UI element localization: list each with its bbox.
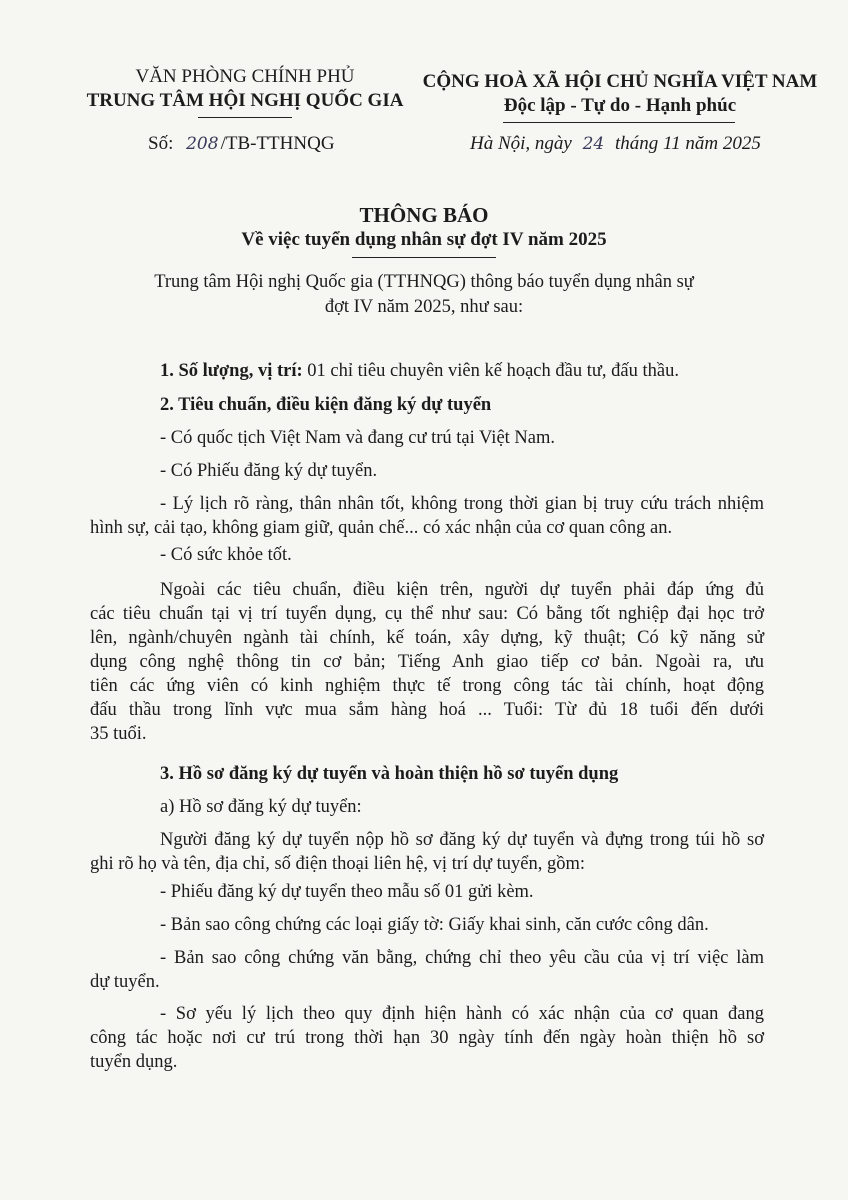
section-2-item-1: - Có quốc tịch Việt Nam và đang cư trú tại Việt Nam. xyxy=(160,428,556,448)
section-1-label: 1. Số lượng, vị trí: xyxy=(160,361,303,381)
date-prefix: Hà Nội, ngày xyxy=(470,133,572,154)
section-2-heading: 2. Tiêu chuẩn, điều kiện đăng ký dự tuyển xyxy=(160,395,492,415)
document-date xyxy=(470,133,761,155)
section-2-para-line-3: lên, ngành/chuyên ngành tài chính, kế toán, xây dựng, kỹ thuật; Có kỹ năng sử xyxy=(90,628,764,648)
agency-name: VĂN PHÒNG CHÍNH PHỦ xyxy=(135,66,355,87)
center-name-underline xyxy=(198,117,292,118)
document-subtitle: Về việc tuyển dụng nhân sự đợt IV năm 2025 xyxy=(241,229,607,250)
section-2-para-line-6: đấu thầu trong lĩnh vực mua sắm hàng hoá ... Tuổi: Từ đủ 18 tuổi đến dưới xyxy=(90,700,764,720)
motto-underline xyxy=(503,122,735,123)
section-1-text: 01 chỉ tiêu chuyên viên kế hoạch đầu tư, đấu thầu. xyxy=(302,361,679,381)
so-label: Số: xyxy=(148,133,174,154)
section-3-item-4-line-2: công tác hoặc nơi cư trú trong thời hạn 30 ngày tính đến ngày hoàn thiện hồ sơ xyxy=(90,1028,764,1048)
motto: Độc lập - Tự do - Hạnh phúc xyxy=(503,95,737,116)
section-3-item-4-line-1: - Sơ yếu lý lịch theo quy định hiện hành có xác nhận của cơ quan đang xyxy=(160,1004,764,1024)
center-name: TRUNG TÂM HỘI NGHỊ QUỐC GIA xyxy=(86,90,404,111)
section-3-heading: 3. Hồ sơ đăng ký dự tuyển và hoàn thiện hồ sơ tuyển dụng xyxy=(160,764,619,784)
section-3-item-1: - Phiếu đăng ký dự tuyển theo mẫu số 01 gửi kèm. xyxy=(160,882,534,902)
section-2-para-line-5: tiên các ứng viên có kinh nghiệm thực tế trong công tác tài chính, hoạt động xyxy=(90,676,764,696)
section-2-item-3-line-1: - Lý lịch rõ ràng, thân nhân tốt, không trong thời gian bị truy cứu trách nhiệm xyxy=(160,494,764,514)
section-2-item-4: - Có sức khỏe tốt. xyxy=(160,545,292,565)
document-title: THÔNG BÁO xyxy=(359,203,489,227)
section-2-item-2: - Có Phiếu đăng ký dự tuyển. xyxy=(160,461,378,481)
document-number xyxy=(148,133,335,155)
section-2-para-line-1: Ngoài các tiêu chuẩn, điều kiện trên, người dự tuyển phải đáp ứng đủ xyxy=(160,580,764,600)
section-2-para-line-7: 35 tuổi. xyxy=(90,724,147,744)
section-3-item-3-line-1: - Bản sao công chứng văn bằng, chứng chỉ theo yêu cầu của vị trí việc làm xyxy=(160,948,764,968)
date-handwritten-day: 24 xyxy=(582,134,605,154)
subtitle-underline xyxy=(352,257,496,258)
section-3-item-2: - Bản sao công chứng các loại giấy tờ: Giấy khai sinh, căn cước công dân. xyxy=(160,915,709,935)
section-3-para-line-2: ghi rõ họ và tên, địa chỉ, số điện thoại liên hệ, vị trí dự tuyển, gồm: xyxy=(90,854,586,874)
intro-line-2: đợt IV năm 2025, như sau: xyxy=(324,297,524,317)
date-suffix: tháng 11 năm 2025 xyxy=(615,133,761,154)
section-2-item-3-line-2: hình sự, cải tạo, không giam giữ, quản chế... có xác nhận của cơ quan công an. xyxy=(90,518,673,538)
section-2-para-line-4: dụng công nghệ thông tin cơ bản; Tiếng Anh giao tiếp cơ bản. Ngoài ra, ưu xyxy=(90,652,764,672)
so-handwritten-number: 208 xyxy=(186,134,219,154)
section-3-para-line-1: Người đăng ký dự tuyển nộp hồ sơ đăng ký dự tuyển và đựng trong túi hồ sơ xyxy=(160,830,764,850)
so-suffix: /TB-TTHNQG xyxy=(220,133,335,154)
section-2-para-line-2: các tiêu chuẩn tại vị trí tuyển dụng, cụ thể như sau: Có bằng tốt nghiệp đại học trở xyxy=(90,604,764,624)
nation-name: CỘNG HOÀ XÃ HỘI CHỦ NGHĨA VIỆT NAM xyxy=(422,71,818,92)
section-3-item-4-line-3: tuyển dụng. xyxy=(90,1052,178,1072)
section-3-sub-a: a) Hồ sơ đăng ký dự tuyển: xyxy=(160,797,362,817)
section-3-item-3-line-2: dự tuyển. xyxy=(90,972,160,992)
section-1 xyxy=(160,357,679,385)
intro-line-1: Trung tâm Hội nghị Quốc gia (TTHNQG) thông báo tuyển dụng nhân sự xyxy=(154,272,694,292)
